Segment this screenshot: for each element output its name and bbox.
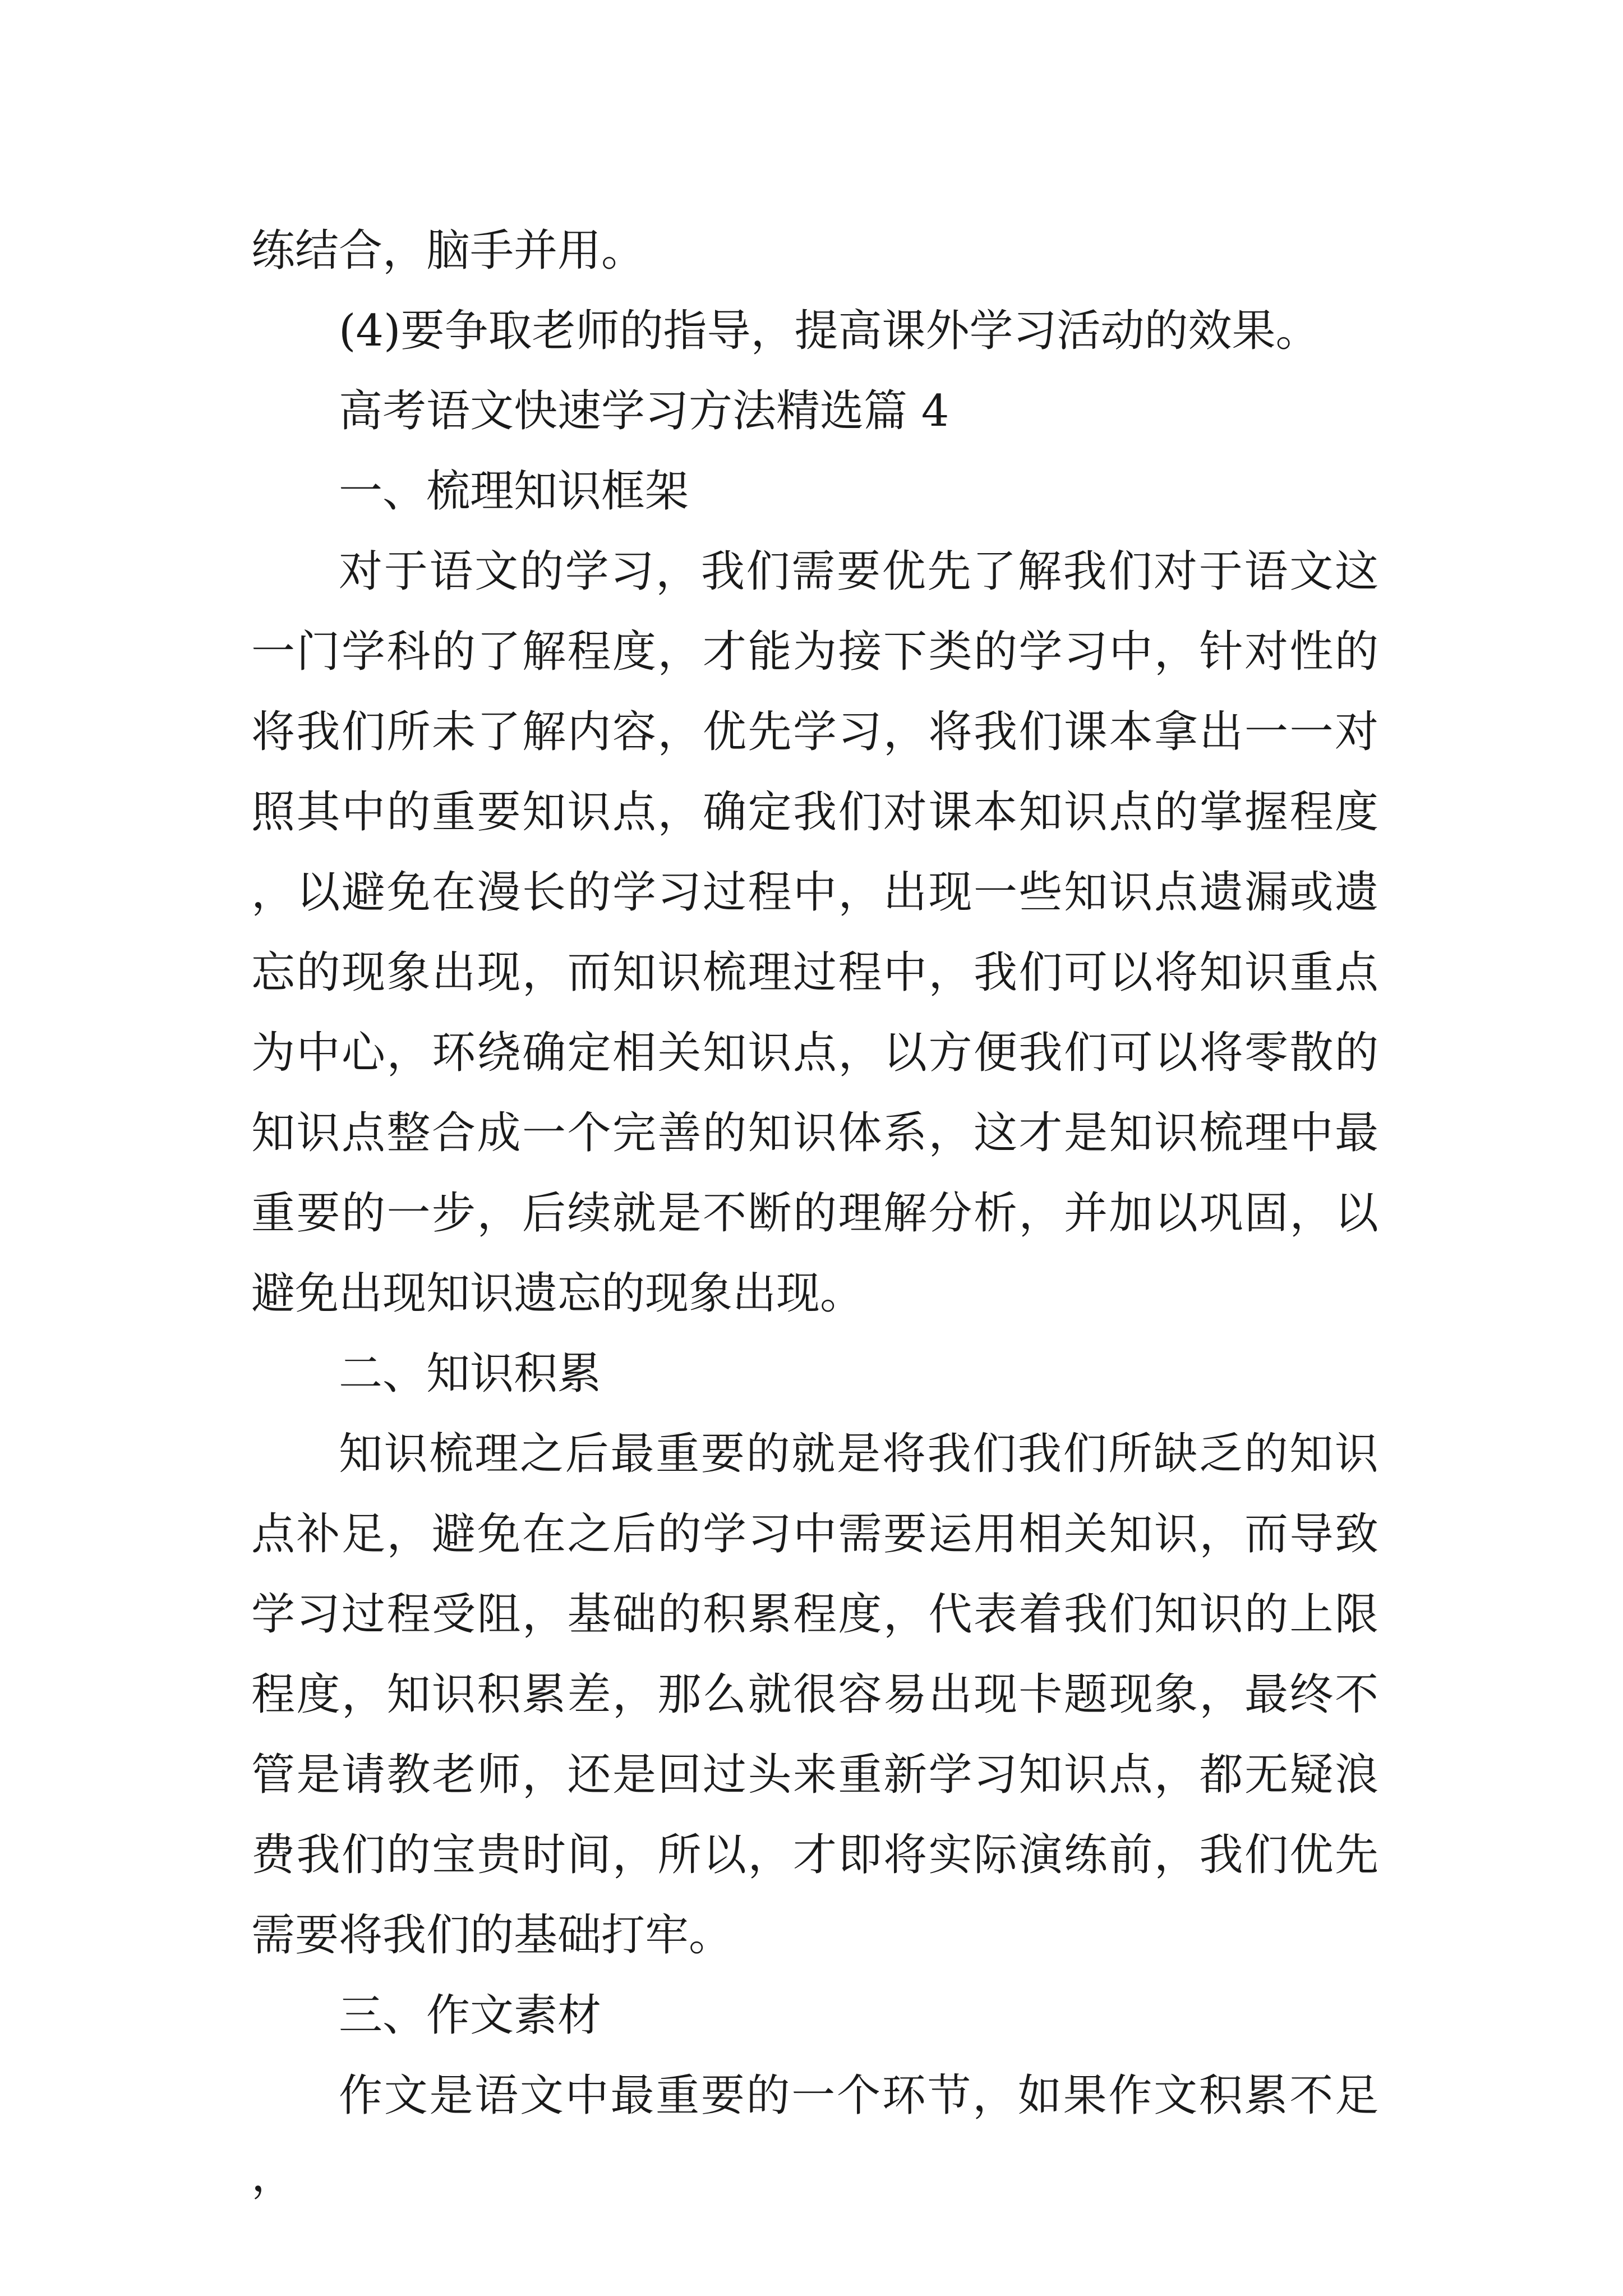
paragraph-knowledge-accumulation: 知识梳理之后最重要的就是将我们我们所缺乏的知识点补足，避免在之后的学习中需要运用相关知识，而导致学习过程受阻，基础的积累程度，代表着我们知识的上限程度，知识积累差，那么就很容易出现卡题现象，最终不管是请教老师，还是回过头来重新学习知识点，都无疑浪费我们的宝贵时间，所以，才即将实际演练前，我们优先需要将我们的基础打牢。 <box>251 1429 1378 1961</box>
section-title: 高考语文快速学习方法精选篇 4 <box>339 386 949 436</box>
document-body <box>251 211 1378 2216</box>
heading-composition-material: 三、作文素材 <box>339 1990 602 2041</box>
heading-sort-knowledge: 一、梳理知识框架 <box>339 466 689 517</box>
paragraph-composition-material: 作文是语文中最重要的一个环节，如果作文积累不足， <box>251 2070 1378 2201</box>
paragraph-continuation: 练结合，脑手并用。 <box>251 226 645 276</box>
paragraph-sort-knowledge: 对于语文的学习，我们需要优先了解我们对于语文这一门学科的了解程度，才能为接下类的学习中，针对性的将我们所未了解内容，优先学习，将我们课本拿出一一对照其中的重要知识点，确定我们对课本知识点的掌握程度，以避免在漫长的学习过程中，出现一些知识点遗漏或遗忘的现象出现，而知识梳理过程中，我们可以将知识重点为中心，环绕确定相关知识点，以方便我们可以将零散的知识点整合成一个完善的知识体系，这才是知识梳理中最重要的一步，后续就是不断的理解分析，并加以巩固，以避免出现知识遗忘的现象出现。 <box>251 546 1378 1319</box>
heading-knowledge-accumulation: 二、知识积累 <box>339 1349 602 1399</box>
paragraph-list-item-4: (4)要争取老师的指导，提高课外学习活动的效果。 <box>339 306 1320 356</box>
